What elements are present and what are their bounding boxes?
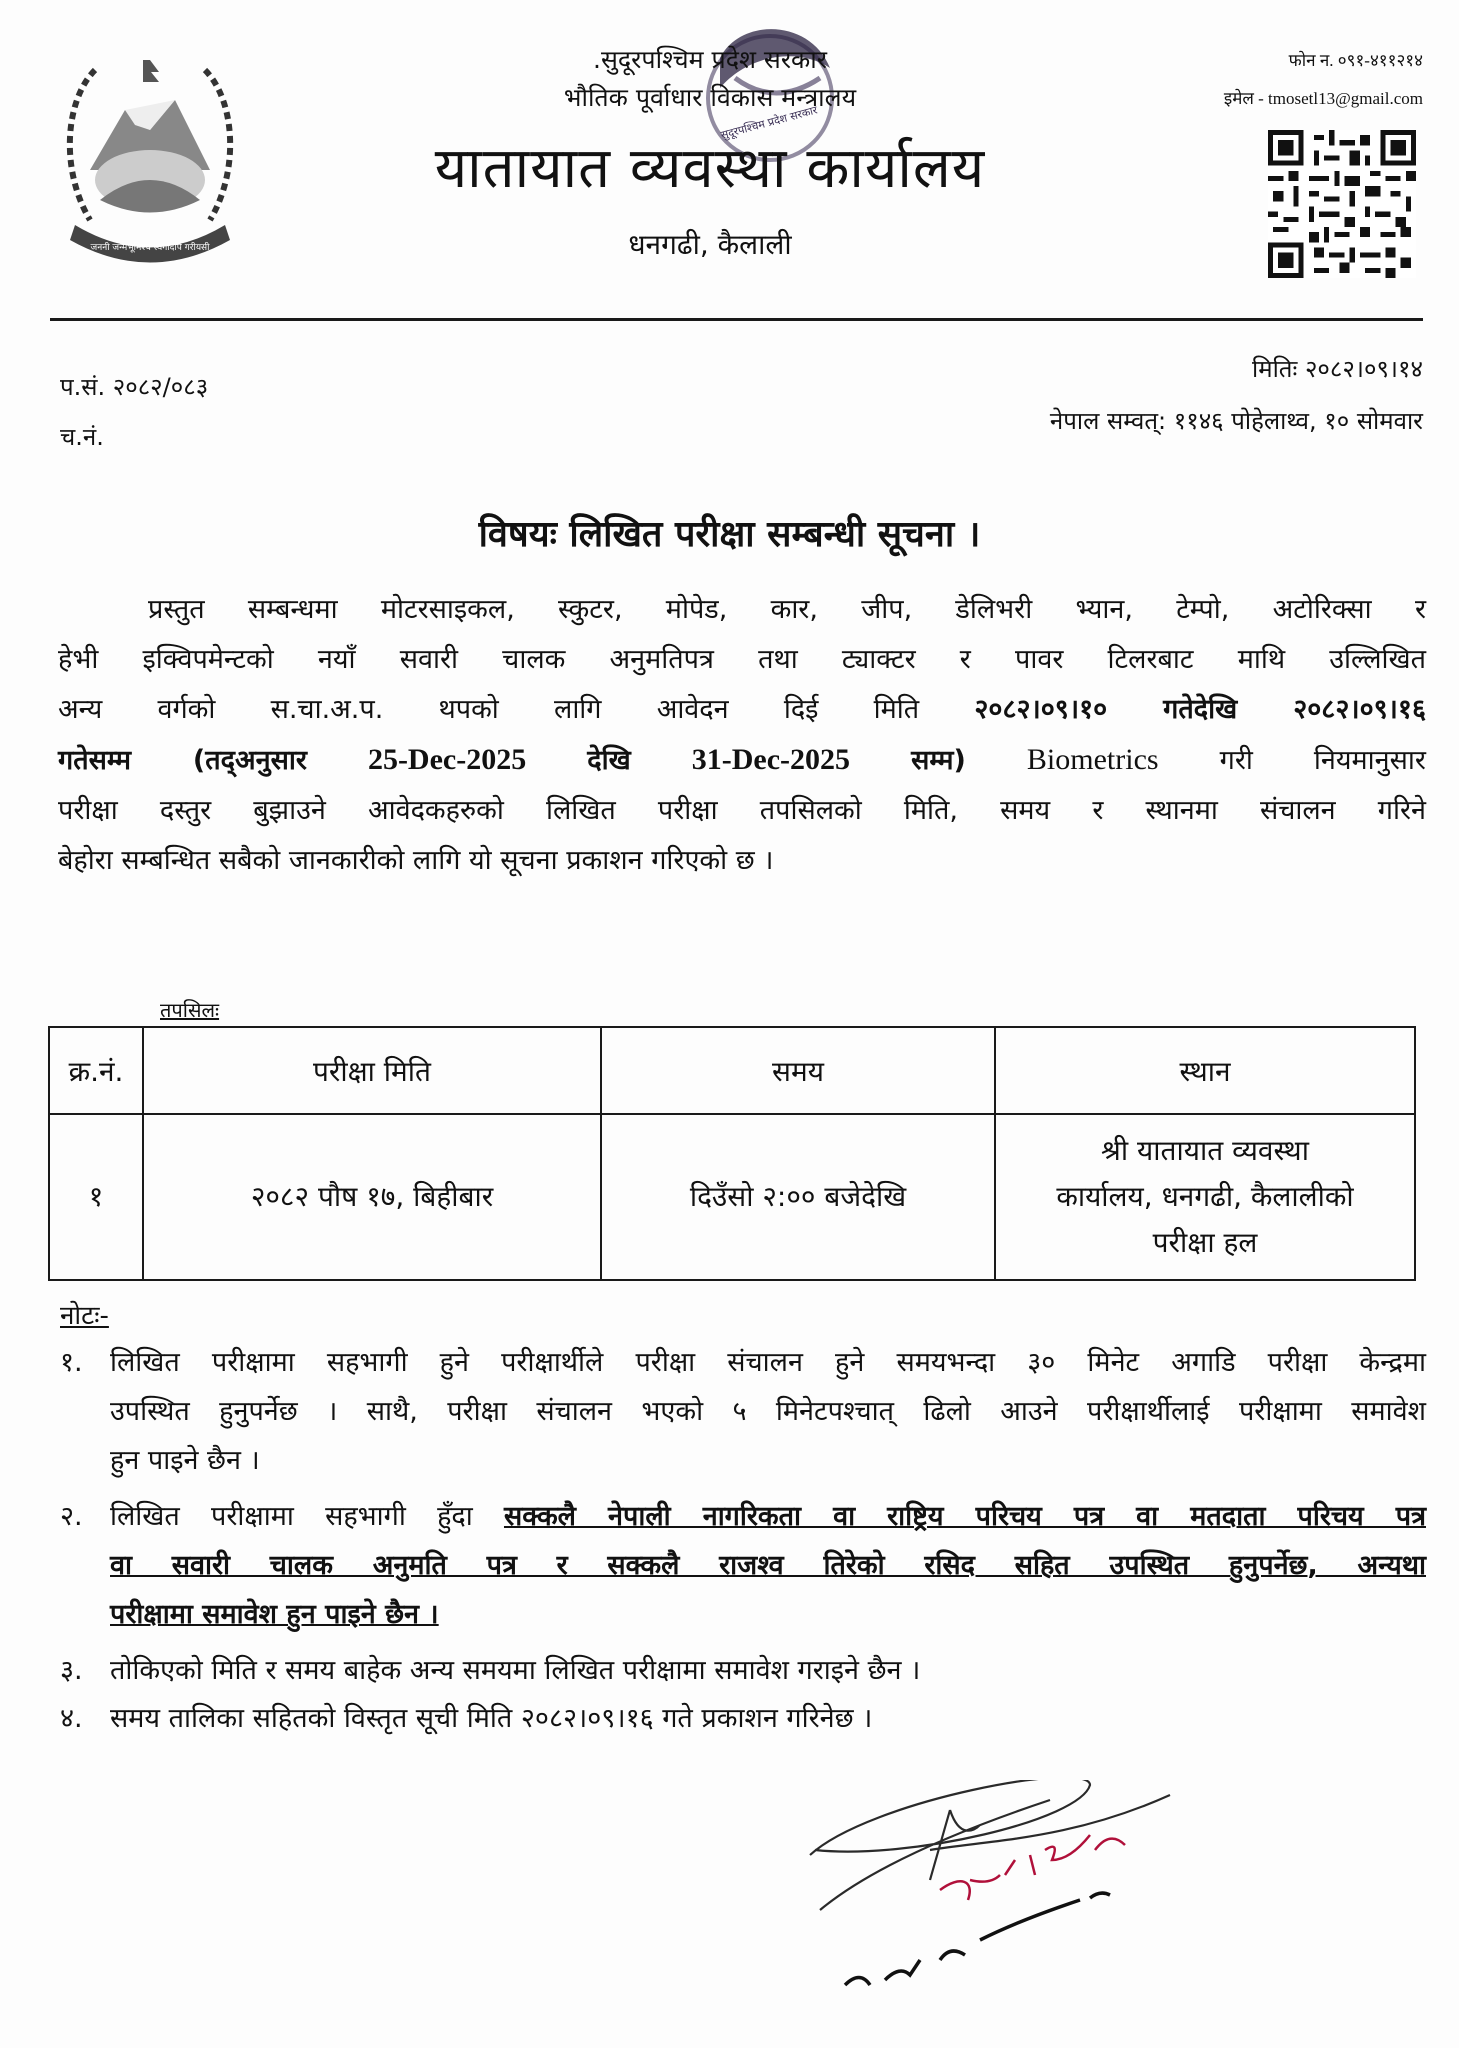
venue-line: परीक्षा हल	[1152, 1226, 1258, 1259]
body-line: प्रस्तुत सम्बन्धमा मोटरसाइकल, स्कुटर, मोपेड, कार, जीप, डेलिभरी भ्यान, टेम्पो, अटोरिक्सा र	[148, 594, 1426, 625]
nepal-emblem-icon	[55, 40, 245, 270]
stamp-text: सुदूरपश्चिम प्रदेश सरकार	[719, 103, 819, 142]
column-header-venue: स्थान	[995, 1027, 1415, 1114]
note-line: वा सवारी चालक अनुमति पत्र र सक्कलै राजश्व तिरेको रसिद सहित उपस्थित हुनुपर्नेछ, अन्यथा	[110, 1550, 1426, 1581]
reference-number: प.सं. २०८२/०८३	[60, 373, 209, 401]
required-documents: सक्कलै नेपाली नागरिकता वा राष्ट्रिय परिचय पत्र वा मतदाता परिचय पत्र	[503, 1501, 1426, 1532]
note-number: १.	[60, 1347, 83, 1378]
office-name: यातायात व्यवस्था कार्यालय	[434, 136, 986, 201]
notice-subject: विषयः लिखित परीक्षा सम्बन्धी सूचना ।	[478, 514, 981, 555]
note-item-3	[60, 1646, 1426, 1695]
cell-exam-date: २०८२ पौष १७, बिहीबार	[143, 1114, 601, 1280]
cell-sn: १	[49, 1114, 143, 1280]
notes-heading: नोटः-	[60, 1301, 109, 1331]
cell-venue	[995, 1114, 1415, 1280]
emblem-motto: जननी जन्मभूमिश्च स्वर्गादपि गरीयसी	[90, 243, 210, 253]
body-line: परीक्षा दस्तुर बुझाउने आवेदकहरुको लिखित परीक्षा तपसिलको मिति, समय र स्थानमा संचालन गरिने	[58, 795, 1426, 826]
email-address[interactable]: इमेल - tmosetl13@gmail.com	[1223, 89, 1423, 108]
venue-line: कार्यालय, धनगढी, कैलालीको	[1056, 1180, 1354, 1213]
note-line: समय तालिका सहितको विस्तृत सूची मिति २०८२।०९।१६ गते प्रकाशन गरिनेछ ।	[110, 1703, 873, 1734]
body-text: गतेसम्म (तद्अनुसार	[58, 745, 307, 776]
column-header-exam-date: परीक्षा मिति	[143, 1027, 601, 1114]
application-period: २०८२।०९।१० गतेदेखि २०८२।०९।१६	[974, 694, 1426, 725]
dispatch-number: च.नं.	[60, 423, 104, 451]
exam-schedule-table	[48, 1026, 1416, 1281]
nepal-sambat-date: नेपाल सम्वत्: ११४६ पोहेलाथ्व, १० सोमवार	[1049, 407, 1423, 435]
note-number: ४.	[60, 1703, 83, 1734]
qr-code-icon[interactable]	[1268, 130, 1416, 278]
cell-time: दिउँसो २:०० बजेदेखि	[601, 1114, 995, 1280]
body-line	[58, 685, 1426, 735]
note-item-4	[60, 1694, 1426, 1743]
header-divider	[50, 318, 1423, 321]
body-text: गरी नियमानुसार	[1219, 745, 1426, 776]
body-text: देखि	[587, 745, 631, 776]
body-line	[58, 735, 1426, 786]
column-header-sn: क्र.नं.	[49, 1027, 143, 1114]
table-header-row	[49, 1027, 1415, 1114]
office-location: धनगढी, कैलाली	[628, 228, 792, 261]
schedule-caption: तपसिलः	[160, 998, 220, 1022]
note-line: तोकिएको मिति र समय बाहेक अन्य समयमा लिखित परीक्षामा समावेश गराइने छैन ।	[110, 1655, 921, 1686]
body-text: अन्य वर्गको स.चा.अ.प. थपको लागि आवेदन दिई मिति	[58, 694, 920, 725]
start-date-ad: 25-Dec-2025	[367, 743, 527, 776]
issue-date: मितिः २०८२।०९।१४	[1252, 355, 1423, 383]
ministry-name: भौतिक पूर्वाधार विकास मन्त्रालय	[563, 83, 857, 112]
table-row	[49, 1114, 1415, 1280]
column-header-time: समय	[601, 1027, 995, 1114]
note-number: २.	[60, 1501, 83, 1532]
note-number: ३.	[60, 1655, 83, 1686]
note-line: उपस्थित हुनुपर्नेछ । साथै, परीक्षा संचालन भएको ५ मिनेटपश्चात् ढिलो आउने परीक्षार्थीलाई परीक्षामा समावेश	[110, 1396, 1426, 1427]
note-item-2	[60, 1492, 1426, 1639]
government-name: .सुदूरपश्चिम प्रदेश सरकार	[593, 45, 827, 74]
note-line: लिखित परीक्षामा सहभागी हुने परीक्षार्थीले परीक्षा संचालन हुने समयभन्दा ३० मिनेट अगाडि परीक्षा केन्द्रमा	[110, 1347, 1426, 1378]
notice-body	[58, 585, 1426, 886]
note-text: लिखित परीक्षामा सहभागी हुँदा	[110, 1501, 473, 1532]
body-text: सम्म)	[911, 745, 966, 776]
handwritten-signature	[790, 1780, 1210, 2048]
venue-line: श्री यातायात व्यवस्था	[1101, 1134, 1309, 1167]
note-line	[110, 1590, 1426, 1639]
phone-number: फोन न. ०९१-४११२१४	[1288, 51, 1423, 70]
body-line: हेभी इक्विपमेन्टको नयाँ सवारी चालक अनुमतिपत्र तथा ट्याक्टर र पावर टिलरबाट माथि उल्लिखित	[58, 644, 1426, 675]
body-line: बेहोरा सम्बन्धित सबैको जानकारीको लागि यो सूचना प्रकाशन गरिएको छ ।	[58, 845, 774, 876]
biometrics-term: Biometrics	[1026, 743, 1159, 776]
note-line: हुन पाइने छैन ।	[110, 1445, 260, 1476]
note-item-1	[60, 1338, 1426, 1485]
end-date-ad: 31-Dec-2025	[691, 743, 851, 776]
note-text: परीक्षामा समावेश हुन पाइने छैन ।	[110, 1599, 439, 1630]
note-line	[110, 1492, 1426, 1541]
